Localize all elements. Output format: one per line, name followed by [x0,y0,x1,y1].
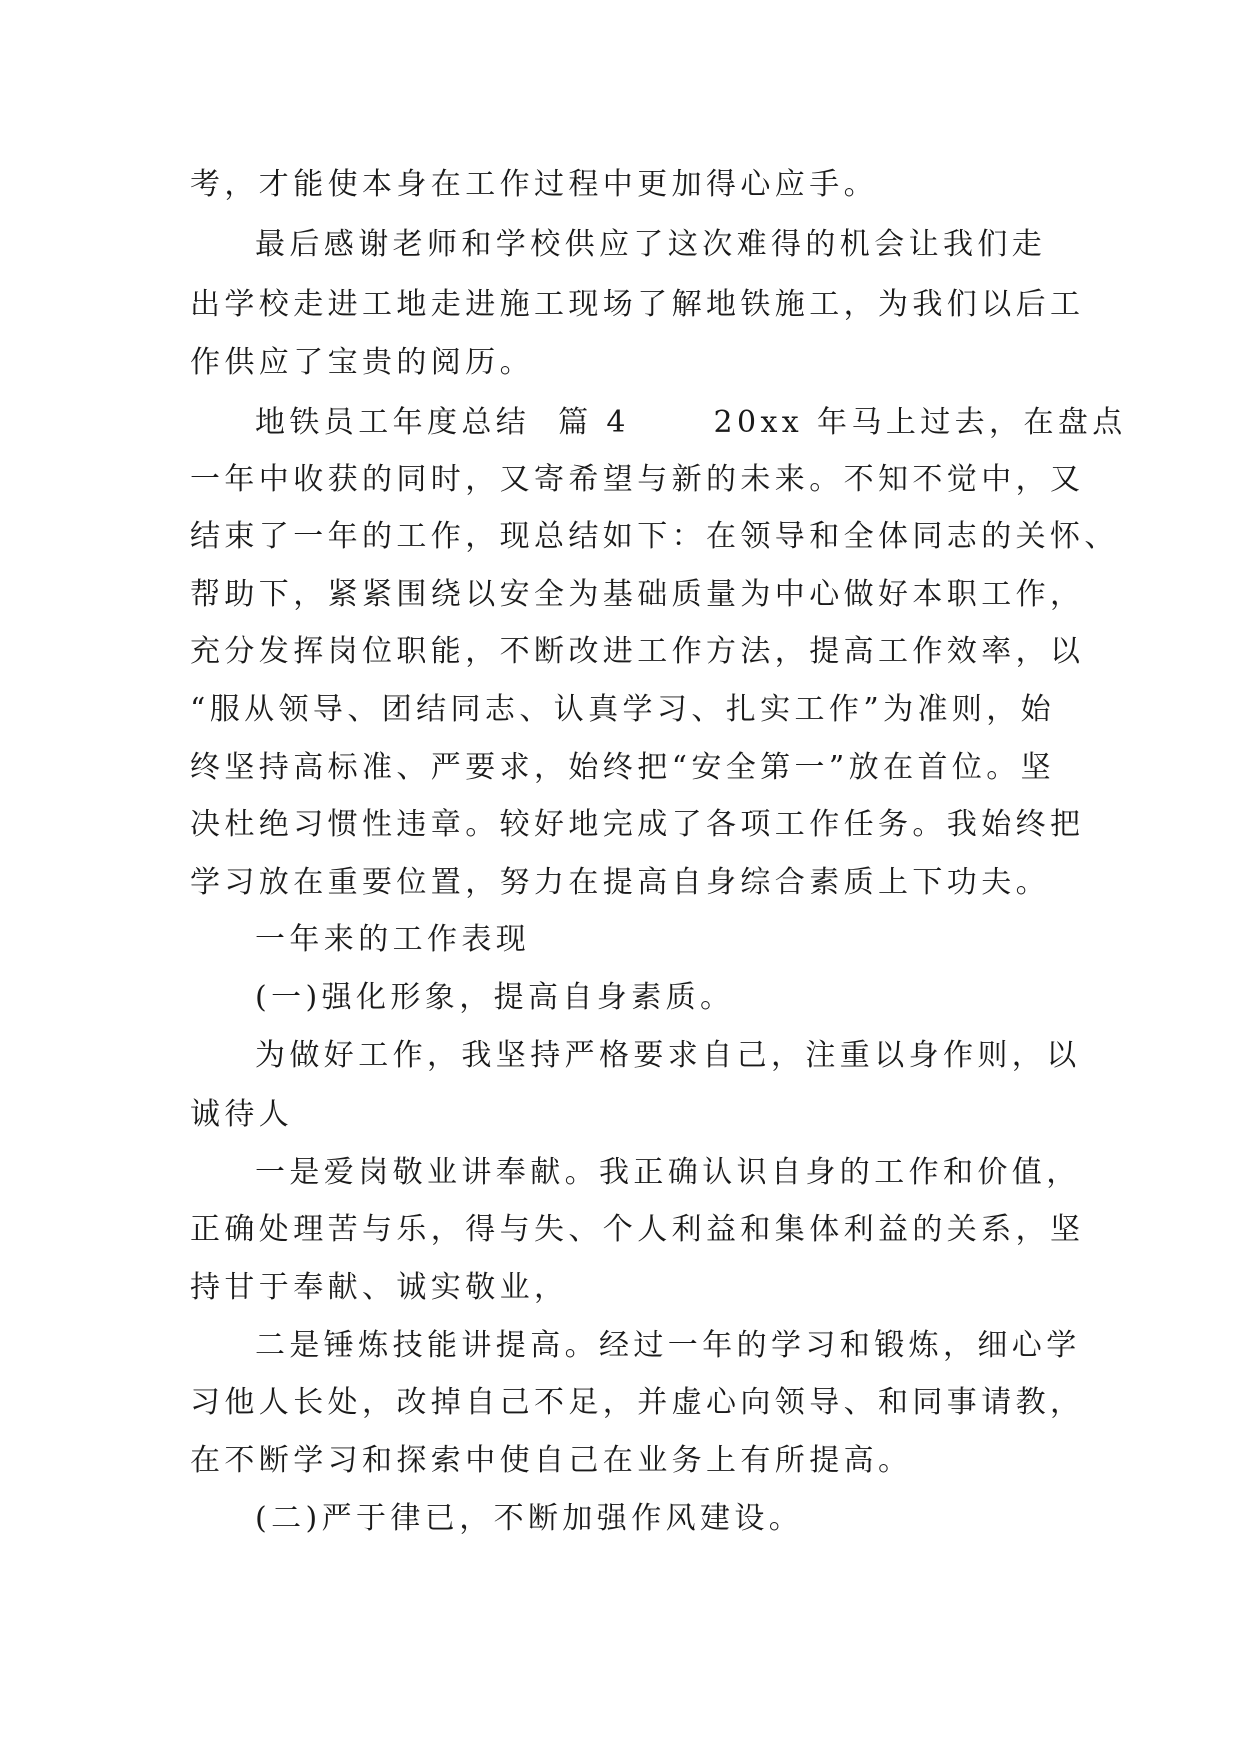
text-line: 二是锤炼技能讲提高。经过一年的学习和锻炼，细心学 [255,1328,1081,1363]
text-line: 考，才能使本身在工作过程中更加得心应手。 [190,167,878,202]
text-line: 正确处理苦与乐，得与失、个人利益和集体利益的关系，坚 [190,1212,1085,1247]
text-line: 出学校走进工地走进施工现场了解地铁施工，为我们以后工 [190,287,1085,322]
subheading-line: (二)严于律已，不断加强作风建设。 [255,1501,804,1536]
subheading-line: 一年来的工作表现 [255,922,531,957]
text-line: 诚待人 [190,1097,294,1132]
text-line: 习他人长处，改掉自己不足，并虚心向领导、和同事请教， [190,1385,1085,1420]
text-line: 一是爱岗敬业讲奉献。我正确认识自身的工作和价值， [255,1155,1081,1190]
text-line: 持甘于奉献、诚实敬业， [190,1270,569,1305]
text-line: 为做好工作，我坚持严格要求自己，注重以身作则，以 [255,1038,1081,1073]
text-line: 一年中收获的同时，又寄希望与新的未来。不知不觉中，又 [190,462,1085,497]
text-line: 终坚持高标准、严要求，始终把“安全第一”放在首位。坚 [190,750,1056,785]
text-line: “服从领导、团结同志、认真学习、扎实工作”为准则，始 [190,692,1056,727]
text-line: 在不断学习和探索中使自己在业务上有所提高。 [190,1443,913,1478]
text-line: 最后感谢老师和学校供应了这次难得的机会让我们走 [255,227,1047,262]
text-line: 帮助下，紧紧围绕以安全为基础质量为中心做好本职工作， [190,577,1085,612]
subheading-line: (一)强化形象，提高自身素质。 [255,980,735,1015]
section-heading-line: 地铁员工年度总结 篇 4 20xx 年马上过去，在盘点 [255,405,1127,440]
text-line: 充分发挥岗位职能，不断改进工作方法，提高工作效率，以 [190,634,1085,669]
text-line: 决杜绝习惯性违章。较好地完成了各项工作任务。我始终把 [190,807,1085,842]
text-line: 学习放在重要位置，努力在提高自身综合素质上下功夫。 [190,865,1050,900]
text-line: 结束了一年的工作，现总结如下：在领导和全体同志的关怀、 [190,519,1119,554]
text-line: 作供应了宝贵的阅历。 [190,345,534,380]
